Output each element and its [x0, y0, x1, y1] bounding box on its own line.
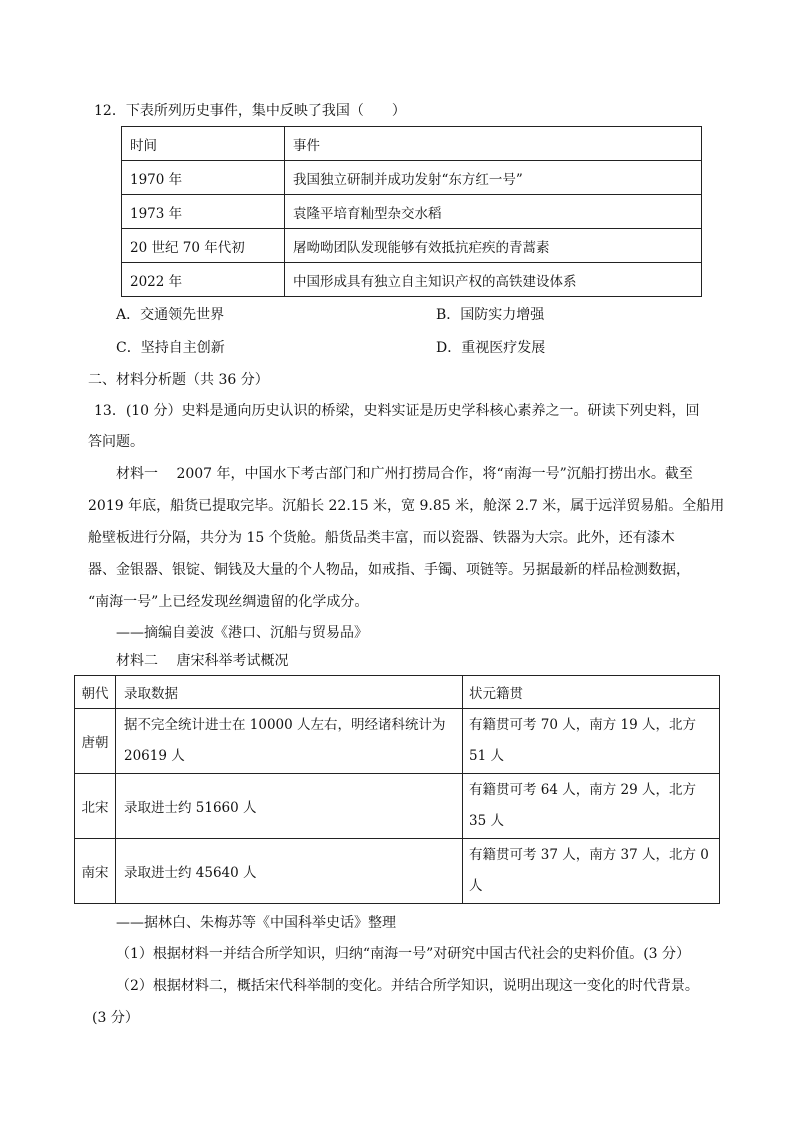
table-cell: 2022 年: [122, 263, 285, 297]
material-2-source: ——据林白、朱梅苏等《中国科举史话》整理: [116, 915, 396, 931]
material-1-line: 舱壁板进行分隔，共分为 15 个货舱。船货品类丰富，而以瓷器、铁器为大宗。此外，还有漆木: [88, 530, 675, 546]
table-row: [75, 839, 720, 904]
table-cell: 1970 年: [122, 161, 285, 195]
material-1-line: 2019 年底，船货已提取完毕。沉船长 22.15 米，宽 9.85 米，舱深 2.7 米，属于远洋贸易船。全船用: [88, 498, 725, 514]
material-1-line: 材料一 2007 年，中国水下考古部门和广州打捞局合作，将“南海一号”沉船打捞出水。截至: [116, 466, 693, 482]
table-row: [122, 195, 702, 229]
option-b[interactable]: B．国防实力增强: [436, 307, 545, 323]
table-cell: 有籍贯可考 64 人，南方 29 人，北方 35 人: [463, 774, 720, 839]
material-1-line: 器、金银器、银锭、铜钱及大量的个人物品，如戒指、手镯、项链等。另据最新的样品检测数据，: [88, 562, 690, 578]
question-12-stem: 12．下表所列历史事件，集中反映了我国（ ）: [94, 103, 406, 119]
table-cell: 袁隆平培育籼型杂交水稻: [285, 195, 702, 229]
table-header-cell: 事件: [285, 127, 702, 161]
table-row: [75, 709, 720, 774]
table-cell: 我国独立研制并成功发射“东方红一号”: [285, 161, 702, 195]
question-13-intro-cont: 答问题。: [88, 434, 144, 450]
table-cell: 唐朝: [75, 709, 116, 774]
table-header-cell: 朝代: [75, 676, 116, 709]
material-2-title: 材料二 唐宋科举考试概况: [116, 653, 289, 669]
table-cell: 1973 年: [122, 195, 285, 229]
table-row: [75, 774, 720, 839]
events-table: [121, 126, 702, 297]
option-a[interactable]: A．交通领先世界: [116, 307, 225, 323]
table-header-row: [122, 127, 702, 161]
sub-question-2: （2）根据材料二，概括宋代科举制的变化。并结合所学知识，说明出现这一变化的时代背景。: [116, 978, 699, 994]
exam-table: [74, 675, 720, 904]
material-1-source: ——摘编自姜波《港口、沉船与贸易品》: [116, 625, 368, 641]
table-row: [122, 263, 702, 297]
question-13-intro: 13．(10 分）史料是通向历史认识的桥梁，史料实证是历史学科核心素养之一。研读下列史料，回: [94, 403, 700, 419]
section-heading: 二、材料分析题（共 36 分）: [88, 372, 269, 388]
option-d[interactable]: D．重视医疗发展: [436, 340, 546, 356]
table-cell: 有籍贯可考 37 人，南方 37 人，北方 0 人: [463, 839, 720, 904]
option-c[interactable]: C．坚持自主创新: [116, 340, 225, 356]
material-1-line: “南海一号”上已经发现丝绸遗留的化学成分。: [88, 594, 369, 610]
table-cell: 20 世纪 70 年代初: [122, 229, 285, 263]
table-header-cell: 录取数据: [116, 676, 463, 709]
table-cell: 南宋: [75, 839, 116, 904]
table-cell: 中国形成具有独立自主知识产权的高铁建设体系: [285, 263, 702, 297]
table-cell: 录取进士约 51660 人: [116, 774, 463, 839]
table-cell: 有籍贯可考 70 人，南方 19 人，北方 51 人: [463, 709, 720, 774]
table-cell: 录取进士约 45640 人: [116, 839, 463, 904]
table-header-cell: 时间: [122, 127, 285, 161]
table-cell: 据不完全统计进士在 10000 人左右，明经诸科统计为 20619 人: [116, 709, 463, 774]
table-row: [122, 229, 702, 263]
table-header-row: [75, 676, 720, 709]
sub-question-1: （1）根据材料一并结合所学知识，归纳“南海一号”对研究中国古代社会的史料价值。(3 分）: [116, 946, 691, 962]
table-row: [122, 161, 702, 195]
table-header-cell: 状元籍贯: [463, 676, 720, 709]
table-cell: 北宋: [75, 774, 116, 839]
table-cell: 屠呦呦团队发现能够有效抵抗疟疾的青蒿素: [285, 229, 702, 263]
sub-question-2-cont: (3 分）: [92, 1010, 139, 1026]
